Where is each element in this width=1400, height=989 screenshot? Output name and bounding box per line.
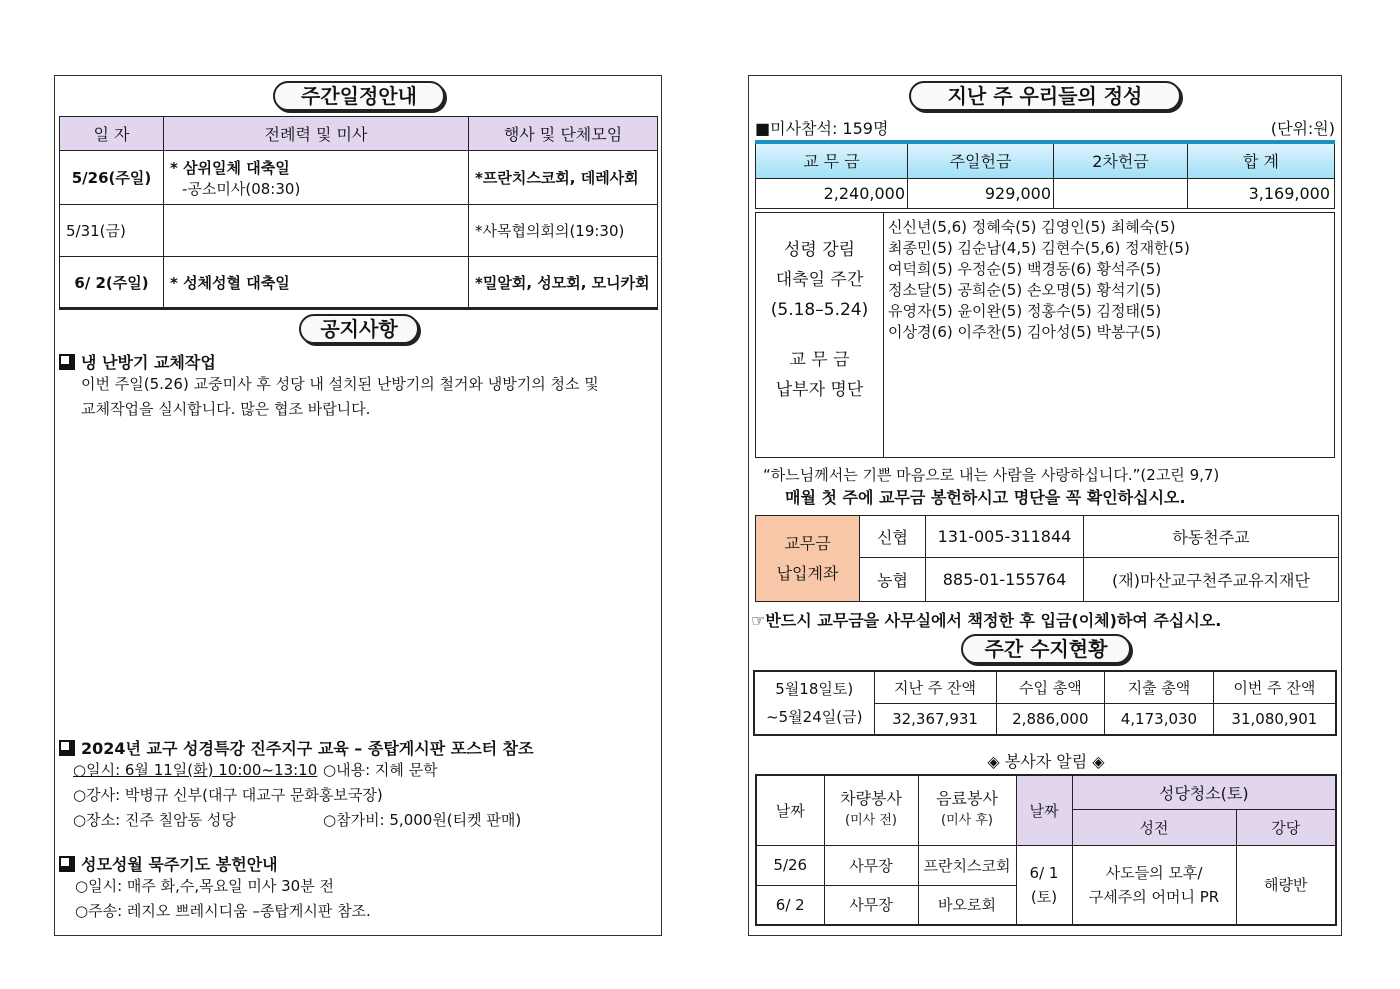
balance-value: 4,173,030	[1105, 703, 1214, 735]
unit-label: (단위:원)	[1270, 119, 1335, 138]
quote: “하느님께서는 기쁜 마음으로 내는 사람을 사랑하십니다.”(2고린 9,7)	[763, 466, 1220, 484]
offering-table	[755, 140, 1335, 209]
offering-title: 지난 주 우리들의 정성	[909, 81, 1181, 111]
table-row	[60, 205, 658, 257]
account-number: 885-01-155764	[926, 558, 1084, 602]
account-note: ☞반드시 교무금을 사무실에서 책정한 후 입금(이체)하여 주십시오.	[751, 611, 1222, 630]
account-label: 교무금 납입계좌	[756, 516, 860, 602]
left-panel	[54, 75, 662, 936]
vol-date: 5/26	[756, 845, 824, 885]
schedule-event: *밀알회, 성모회, 모니카회	[469, 257, 658, 309]
tithe-payers-box	[755, 212, 1335, 458]
account-table	[755, 515, 1339, 602]
schedule-event: *프란치스코회, 데레사회	[469, 151, 658, 205]
notice-item-2-title: 2024년 교구 성경특강 진주지구 교육 – 종탑게시판 포스터 참조	[59, 736, 534, 759]
volunteer-title: ◈ 봉사자 알림 ◈	[987, 752, 1105, 771]
checkbox-icon	[59, 856, 75, 872]
vol-header-drink: 음료봉사 (미사 후)	[918, 775, 1016, 845]
schedule-title: 주간일정안내	[273, 81, 445, 111]
schedule-liturgy: * 성체성혈 대축일	[164, 257, 469, 309]
balance-value: 31,080,901	[1213, 703, 1336, 735]
balance-value: 2,886,000	[996, 703, 1105, 735]
checkbox-icon	[59, 740, 75, 756]
account-bank: 농협	[860, 558, 926, 602]
schedule-date: 5/31(금)	[60, 205, 164, 257]
vol-drink: 프란치스코회	[918, 845, 1016, 885]
notice-item-1-text: 이번 주일(5.26) 교중미사 후 성당 내 설치된 난방기의 철거와 냉방기의 청소 및 교체작업을 실시합니다. 많은 협조 바랍니다.	[81, 375, 599, 418]
notice-item-2-text: ○일시: 6월 11일(화) 10:00~13:10 ○내용: 지혜 문학 ○강사: 박병규 신부(대구 대교구 문화홍보국장) ○장소: 진주 칠암동 성당 ○참가비: 5,000원(티켓 판매)	[73, 761, 522, 829]
vol-car: 사무장	[824, 845, 918, 885]
offering-value: 929,000	[908, 178, 1054, 208]
account-holder: (재)마산교구천주교유지재단	[1084, 558, 1339, 602]
table-row	[756, 845, 1336, 885]
tithe-week-label: 성령 강림 대축일 주간 (5.18–5.24) 교 무 금 납부자 명단	[756, 213, 884, 457]
account-number: 131-005-311844	[926, 516, 1084, 558]
schedule-table	[59, 116, 658, 310]
attendance: ■미사참석: 159명	[755, 119, 889, 138]
balance-period: 5월18일토) ~5월24일(금)	[754, 671, 874, 735]
offering-header-second: 2차헌금	[1054, 142, 1188, 178]
table-row	[60, 257, 658, 309]
offering-header-tithe: 교 무 금	[756, 142, 908, 178]
schedule-date: 6/ 2(주일)	[60, 257, 164, 309]
notice-title: 공지사항	[299, 314, 419, 344]
balance-value: 32,367,931	[874, 703, 996, 735]
balance-header: 지난 주 잔액	[874, 671, 996, 703]
schedule-header-date: 일 자	[60, 117, 164, 151]
offering-value: 2,240,000	[756, 178, 908, 208]
vol-drink: 바오로회	[918, 885, 1016, 925]
schedule-liturgy: * 삼위일체 대축일 -공소미사(08:30)	[164, 151, 469, 205]
notice-item-3-text: ○일시: 매주 화,수,목요일 미사 30분 전 ○주송: 레지오 쁘레시디움 –종탑게시판 참조.	[75, 877, 371, 920]
balance-header: 지출 총액	[1105, 671, 1214, 703]
vol-header-date2: 날짜	[1016, 775, 1072, 845]
schedule-liturgy	[164, 205, 469, 257]
vol-clean-hall: 해량반	[1236, 845, 1336, 925]
notice-item-3-title: 성모성월 묵주기도 봉헌안내	[59, 852, 278, 875]
vol-date: 6/ 2	[756, 885, 824, 925]
notice-item-1-title: 냉 난방기 교체작업	[59, 350, 216, 373]
vol-clean-date: 6/ 1 (토)	[1016, 845, 1072, 925]
balance-title: 주간 수지현황	[961, 634, 1131, 664]
table-row	[60, 151, 658, 205]
table-row	[756, 178, 1335, 208]
balance-header: 수입 총액	[996, 671, 1105, 703]
account-bank: 신협	[860, 516, 926, 558]
volunteer-table	[755, 774, 1337, 926]
tithe-names-list: 신신년(5,6) 정혜숙(5) 김영인(5) 최혜숙(5) 최종민(5) 김순남(4,5) 김현수(5,6) 정재한(5) 여덕희(5) 우정순(5) 백경동(6) 황석주(5) 정소달(5) 공희순(5) 손오명(5) 황석기(5) 유영자(5) 윤이완(5) 정홍수(5) 김정태(5) 이상경(6) 이주찬(5) 김아성(5) 박봉구(5)	[888, 218, 1190, 341]
right-panel	[748, 75, 1342, 936]
schedule-date: 5/26(주일)	[60, 151, 164, 205]
checkbox-icon	[59, 354, 75, 370]
account-holder: 하동천주교	[1084, 516, 1339, 558]
schedule-event: *사목협의회의(19:30)	[469, 205, 658, 257]
offering-value: 3,169,000	[1188, 178, 1335, 208]
vol-header-clean: 성당청소(토)	[1072, 775, 1336, 809]
offering-value	[1054, 178, 1188, 208]
vol-header-nave: 성전	[1072, 809, 1236, 845]
vol-header-car: 차량봉사 (미사 전)	[824, 775, 918, 845]
vol-car: 사무장	[824, 885, 918, 925]
balance-header: 이번 주 잔액	[1213, 671, 1336, 703]
offering-header-total: 합 계	[1188, 142, 1335, 178]
schedule-header-liturgy: 전례력 및 미사	[164, 117, 469, 151]
offering-header-sunday: 주일헌금	[908, 142, 1054, 178]
vol-clean-nave: 사도들의 모후/ 구세주의 어머니 PR	[1072, 845, 1236, 925]
vol-header-hall: 강당	[1236, 809, 1336, 845]
vol-header-date: 날짜	[756, 775, 824, 845]
schedule-header-event: 행사 및 단체모임	[469, 117, 658, 151]
balance-table	[753, 670, 1337, 736]
request-text: 매월 첫 주에 교무금 봉헌하시고 명단을 꼭 확인하십시오.	[785, 488, 1186, 507]
